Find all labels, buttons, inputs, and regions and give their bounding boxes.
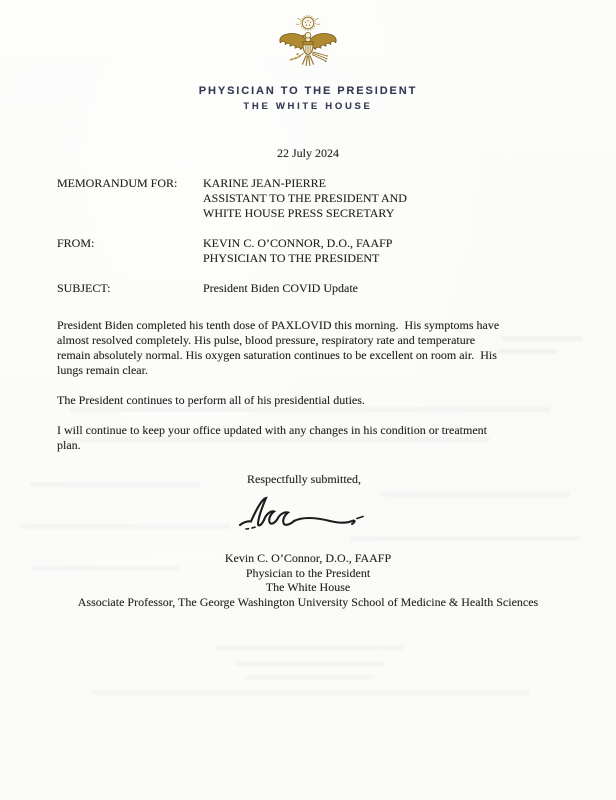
body-paragraph-2: The President continues to perform all of his presidential duties.	[57, 393, 365, 407]
memo-field-to	[57, 176, 576, 221]
bleedthrough-artifact	[30, 482, 200, 487]
bleedthrough-artifact	[215, 645, 405, 650]
memo-subject-value	[203, 281, 358, 296]
body-paragraph-1: President Biden completed his tenth dose of PAXLOVID this morning. His symptoms have almost resolved completely. His pulse, blood pressure, respiratory rate and temperature remain absolutely normal. His oxygen saturation continues to be excellent on room air. His lungs remain clear.	[57, 318, 503, 377]
bleedthrough-artifact	[497, 349, 557, 354]
bleedthrough-artifact	[502, 336, 582, 341]
bleedthrough-artifact	[60, 437, 490, 442]
signer-title-2: The White House	[265, 580, 351, 594]
memo-subject-label: SUBJECT:	[57, 281, 111, 295]
recipient-title-2: WHITE HOUSE PRESS SECRETARY	[203, 206, 395, 220]
bleedthrough-artifact	[20, 524, 230, 529]
bleedthrough-artifact	[350, 536, 580, 541]
recipient-title-1: ASSISTANT TO THE PRESIDENT AND	[203, 191, 407, 205]
signer-title-1: Physician to the President	[245, 565, 371, 580]
bleedthrough-artifact	[90, 690, 530, 695]
bleedthrough-artifact	[30, 566, 180, 571]
memo-date: 22 July 2024	[276, 146, 339, 160]
memo-header-block	[57, 176, 576, 311]
signer-name: Kevin C. O’Connor, D.O., FAAFP	[224, 551, 392, 565]
closing-line: Respectfully submitted,	[247, 472, 361, 486]
sender-title: PHYSICIAN TO THE PRESIDENT	[203, 251, 380, 265]
letterhead-subtitle: THE WHITE HOUSE	[243, 101, 373, 112]
presidential-eagle-seal-icon	[277, 15, 339, 84]
bleedthrough-artifact	[235, 661, 385, 666]
signer-title-3: Associate Professor, The George Washington University School of Medicine & Health Sciences	[77, 594, 539, 609]
letterhead-title: PHYSICIAN TO THE PRESIDENT	[198, 85, 418, 97]
bleedthrough-artifact	[380, 492, 570, 497]
memo-to-value	[203, 176, 407, 221]
body-paragraph-3: I will continue to keep your office updated with any changes in his condition or treatment plan.	[57, 423, 490, 452]
subject-text: President Biden COVID Update	[203, 281, 358, 295]
bleedthrough-artifact	[245, 675, 375, 680]
bleedthrough-artifact	[70, 407, 550, 412]
memo-from-label: FROM:	[57, 236, 95, 250]
memo-field-from	[57, 236, 576, 266]
handwritten-signature-icon	[238, 494, 366, 543]
memo-body	[57, 318, 509, 468]
memo-to-label: MEMORANDUM FOR:	[57, 176, 178, 190]
recipient-name: KARINE JEAN-PIERRE	[203, 176, 326, 190]
sender-name: KEVIN C. O’CONNOR, D.O., FAAFP	[203, 236, 393, 250]
signature-block	[0, 551, 616, 609]
memo-field-subject	[57, 281, 576, 296]
memo-from-value	[203, 236, 392, 266]
